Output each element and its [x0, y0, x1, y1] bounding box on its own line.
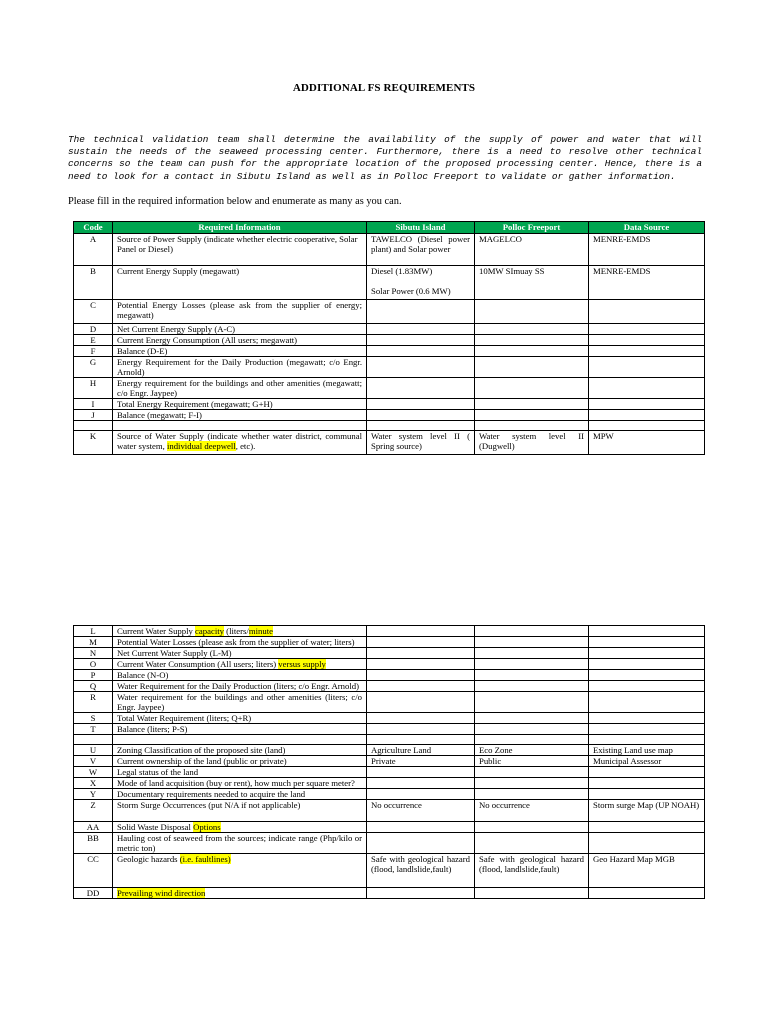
table-row: [74, 357, 705, 378]
table-row: [74, 399, 705, 410]
row-sibutu: [367, 659, 475, 670]
row-sibutu: [367, 713, 475, 724]
table-row: [74, 410, 705, 421]
row-source: MPW: [589, 431, 705, 455]
row-source: [589, 888, 705, 899]
row-polloc: [475, 637, 589, 648]
row-sibutu: No occurrence: [367, 800, 475, 822]
row-code: F: [74, 346, 113, 357]
row-code: A: [74, 234, 113, 266]
table-row: [74, 659, 705, 670]
row-info: Hauling cost of seaweed from the sources; indicate range (Php/kilo or metric ton): [113, 833, 367, 854]
row-source: [589, 324, 705, 335]
table-row: [74, 800, 705, 822]
row-source: [589, 833, 705, 854]
row-code: CC: [74, 854, 113, 888]
info-text: Current Water Supply: [117, 626, 196, 636]
header-code: Code: [74, 222, 113, 234]
header-sibutu-island: Sibutu Island: [367, 222, 475, 234]
row-source: [589, 778, 705, 789]
row-info: Water requirement for the buildings and other amenities (liters; c/o Engr. Jaypee): [113, 692, 367, 713]
row-code: J: [74, 410, 113, 421]
row-info: Balance (liters; P-S): [113, 724, 367, 735]
intro-paragraph: The technical validation team shall determine the availability of the supply of power and water that will sustain the needs of the seaweed processing center. Furthermore, there is a need to resolve other technical concerns so the team can push for the appropriate location of the proposed processing center. Hence, there is a need to look for a contact in Sibutu Island as well as in Polloc Freeport to validate or gather information.: [68, 134, 702, 182]
row-sibutu: [367, 789, 475, 800]
table-row: [74, 431, 705, 455]
row-sibutu: [367, 692, 475, 713]
table-row: [74, 767, 705, 778]
table-row: [74, 300, 705, 324]
sibutu-diesel-value: Diesel (1.83MW): [371, 266, 433, 276]
row-code: O: [74, 659, 113, 670]
table-row: [74, 324, 705, 335]
row-polloc: [475, 626, 589, 637]
row-info: Potential Energy Losses (please ask from the supplier of energy; megawatt): [113, 300, 367, 324]
row-source: [589, 399, 705, 410]
row-polloc: [475, 670, 589, 681]
row-info: Mode of land acquisition (buy or rent), how much per square meter?: [113, 778, 367, 789]
row-code: BB: [74, 833, 113, 854]
row-polloc: [475, 648, 589, 659]
row-source: Storm surge Map (UP NOAH): [589, 800, 705, 822]
row-code: V: [74, 756, 113, 767]
row-code: R: [74, 692, 113, 713]
row-source: [589, 681, 705, 692]
row-info: Water Requirement for the Daily Production (liters; c/o Engr. Arnold): [113, 681, 367, 692]
row-source: [589, 789, 705, 800]
row-code: C: [74, 300, 113, 324]
row-code: Z: [74, 800, 113, 822]
row-code: AA: [74, 822, 113, 833]
row-code: P: [74, 670, 113, 681]
row-sibutu: [367, 767, 475, 778]
row-source: [589, 346, 705, 357]
row-polloc: Eco Zone: [475, 745, 589, 756]
row-code: S: [74, 713, 113, 724]
row-code: E: [74, 335, 113, 346]
row-info: Source of Power Supply (indicate whether electric cooperative, Solar Panel or Diesel): [113, 234, 367, 266]
spacer-row: [74, 735, 705, 745]
highlighted-text: minute: [248, 626, 273, 636]
spacer-row: [74, 421, 705, 431]
row-info: Zoning Classification of the proposed site (land): [113, 745, 367, 756]
row-sibutu: Private: [367, 756, 475, 767]
row-polloc: [475, 822, 589, 833]
row-polloc: [475, 713, 589, 724]
table-row: [74, 648, 705, 659]
requirements-table-energy: [73, 221, 705, 455]
row-polloc: [475, 399, 589, 410]
row-polloc: [475, 767, 589, 778]
row-polloc: [475, 681, 589, 692]
requirements-table-water-land: [73, 625, 705, 899]
row-source: [589, 626, 705, 637]
row-info: Current ownership of the land (public or private): [113, 756, 367, 767]
table-row: [74, 713, 705, 724]
row-info: [113, 888, 367, 899]
row-sibutu: [367, 378, 475, 399]
table-row: [74, 833, 705, 854]
row-info: Total Energy Requirement (megawatt; G+H): [113, 399, 367, 410]
table-row: [74, 346, 705, 357]
row-code: DD: [74, 888, 113, 899]
highlighted-text: versus supply: [278, 659, 326, 669]
row-sibutu: [367, 778, 475, 789]
row-polloc: [475, 833, 589, 854]
table-row: [74, 724, 705, 735]
row-code: Q: [74, 681, 113, 692]
table-row: [74, 822, 705, 833]
document-title: ADDITIONAL FS REQUIREMENTS: [292, 82, 476, 94]
row-code: X: [74, 778, 113, 789]
row-info: [113, 431, 367, 455]
table-row: [74, 778, 705, 789]
row-info: Net Current Energy Supply (A-C): [113, 324, 367, 335]
row-code: I: [74, 399, 113, 410]
row-source: Existing Land use map: [589, 745, 705, 756]
row-sibutu: [367, 833, 475, 854]
row-sibutu: [367, 399, 475, 410]
header-polloc-freeport: Polloc Freeport: [475, 222, 589, 234]
row-info: Total Water Requirement (liters; Q+R): [113, 713, 367, 724]
row-sibutu: [367, 300, 475, 324]
row-info: Balance (N-O): [113, 670, 367, 681]
table-row: [74, 637, 705, 648]
row-sibutu: [367, 324, 475, 335]
row-source: [589, 637, 705, 648]
header-required-information: Required Information: [113, 222, 367, 234]
row-info: Net Current Water Supply (L-M): [113, 648, 367, 659]
row-info: Energy Requirement for the Daily Production (megawatt; c/o Engr. Arnold): [113, 357, 367, 378]
row-code: H: [74, 378, 113, 399]
highlighted-text: capacity: [195, 626, 224, 636]
row-source: [589, 724, 705, 735]
row-source: MENRE-EMDS: [589, 266, 705, 300]
table-row: [74, 789, 705, 800]
row-source: [589, 659, 705, 670]
row-sibutu: Water system level II ( Spring source): [367, 431, 475, 455]
row-polloc: [475, 888, 589, 899]
row-code: W: [74, 767, 113, 778]
row-polloc: [475, 659, 589, 670]
table-row: [74, 888, 705, 899]
info-text-end: , etc).: [235, 441, 256, 451]
row-polloc: Safe with geological hazard (flood, landlslide,fault): [475, 854, 589, 888]
row-info: Potential Water Losses (please ask from the supplier of water; liters): [113, 637, 367, 648]
row-source: [589, 648, 705, 659]
row-source: [589, 822, 705, 833]
row-source: [589, 713, 705, 724]
row-sibutu: [367, 346, 475, 357]
row-source: [589, 300, 705, 324]
row-polloc: [475, 300, 589, 324]
row-info: Documentary requirements needed to acquire the land: [113, 789, 367, 800]
table-row: [74, 234, 705, 266]
table-row: [74, 626, 705, 637]
table-row: [74, 854, 705, 888]
row-sibutu: [367, 648, 475, 659]
info-text: Geologic hazards: [117, 854, 180, 864]
row-info: [113, 822, 367, 833]
table-row: [74, 266, 705, 300]
row-source: Municipal Assessor: [589, 756, 705, 767]
row-code: D: [74, 324, 113, 335]
row-code: N: [74, 648, 113, 659]
row-polloc: [475, 724, 589, 735]
row-sibutu: TAWELCO (Diesel power plant) and Solar power: [367, 234, 475, 266]
info-text: Source of Water Supply (indicate whether water district, communal water system,: [117, 431, 362, 451]
row-source: [589, 357, 705, 378]
row-polloc: 10MW SImuay SS: [475, 266, 589, 300]
highlighted-text: individual deepwell: [166, 441, 236, 451]
row-info: Energy requirement for the buildings and other amenities (megawatt; c/o Engr. Jaypee): [113, 378, 367, 399]
row-code: T: [74, 724, 113, 735]
info-text: Solid Waste Disposal: [117, 822, 194, 832]
row-polloc: [475, 324, 589, 335]
table-row: [74, 745, 705, 756]
row-sibutu: [367, 335, 475, 346]
row-polloc: [475, 410, 589, 421]
row-sibutu: [367, 670, 475, 681]
row-source: Geo Hazard Map MGB: [589, 854, 705, 888]
row-sibutu: [367, 266, 475, 300]
row-info: Storm Surge Occurrences (put N/A if not applicable): [113, 800, 367, 822]
row-sibutu: [367, 626, 475, 637]
highlighted-text: Options: [193, 822, 221, 832]
row-polloc: Water system level II (Dugwell): [475, 431, 589, 455]
row-polloc: [475, 789, 589, 800]
row-code: B: [74, 266, 113, 300]
row-polloc: No occurrence: [475, 800, 589, 822]
info-text-mid: (liters/: [224, 626, 249, 636]
row-sibutu: [367, 681, 475, 692]
row-polloc: [475, 378, 589, 399]
row-source: [589, 670, 705, 681]
row-source: [589, 767, 705, 778]
table-row: [74, 692, 705, 713]
row-code: M: [74, 637, 113, 648]
row-sibutu: [367, 724, 475, 735]
row-info: [113, 626, 367, 637]
row-info: Legal status of the land: [113, 767, 367, 778]
row-sibutu: [367, 888, 475, 899]
sibutu-solar-value: Solar Power (0.6 MW): [371, 286, 451, 296]
row-info: [113, 854, 367, 888]
row-code: U: [74, 745, 113, 756]
row-source: MENRE-EMDS: [589, 234, 705, 266]
table-row: [74, 378, 705, 399]
row-sibutu: [367, 410, 475, 421]
table-row: [74, 681, 705, 692]
row-polloc: [475, 778, 589, 789]
row-source: [589, 378, 705, 399]
row-polloc: [475, 346, 589, 357]
row-info: Balance (D-E): [113, 346, 367, 357]
row-code: L: [74, 626, 113, 637]
table-row: [74, 670, 705, 681]
header-data-source: Data Source: [589, 222, 705, 234]
table-header-row: [74, 222, 705, 234]
fill-instruction: Please fill in the required information below and enumerate as many as you can.: [68, 196, 402, 207]
highlighted-text: (i.e. faultlines): [179, 854, 231, 864]
row-info: Current Energy Consumption (All users; megawatt): [113, 335, 367, 346]
row-code: K: [74, 431, 113, 455]
info-text: Current Water Consumption (All users; liters): [117, 659, 279, 669]
table-row: [74, 756, 705, 767]
row-sibutu: Agriculture Land: [367, 745, 475, 756]
row-sibutu: Safe with geological hazard (flood, landlslide,fault): [367, 854, 475, 888]
row-sibutu: [367, 357, 475, 378]
highlighted-text: Prevailing wind direction: [117, 888, 206, 898]
row-code: Y: [74, 789, 113, 800]
row-source: [589, 335, 705, 346]
row-info: Balance (megawatt; F-I): [113, 410, 367, 421]
row-polloc: [475, 335, 589, 346]
row-polloc: MAGELCO: [475, 234, 589, 266]
row-polloc: Public: [475, 756, 589, 767]
table-row: [74, 335, 705, 346]
row-code: G: [74, 357, 113, 378]
row-sibutu: [367, 637, 475, 648]
row-info: Current Energy Supply (megawatt): [113, 266, 367, 300]
row-source: [589, 410, 705, 421]
row-sibutu: [367, 822, 475, 833]
row-source: [589, 692, 705, 713]
row-polloc: [475, 357, 589, 378]
row-info: [113, 659, 367, 670]
row-polloc: [475, 692, 589, 713]
